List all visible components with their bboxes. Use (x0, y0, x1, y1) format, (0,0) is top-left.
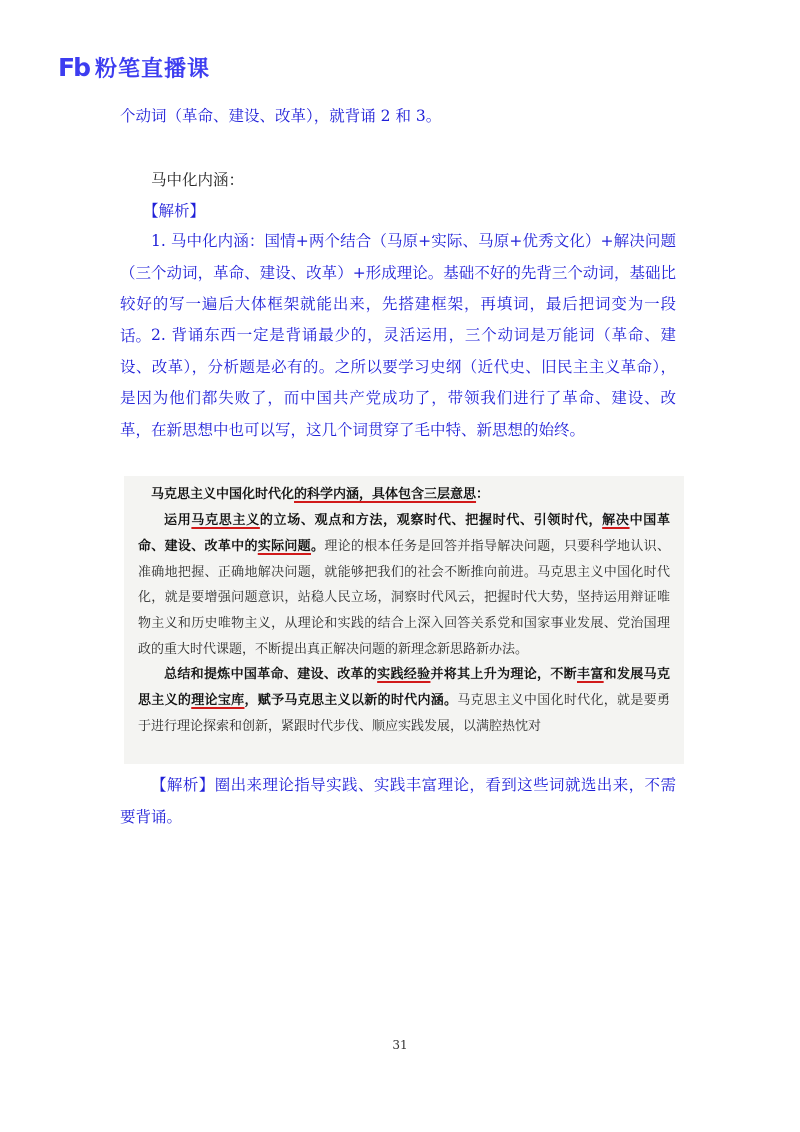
excerpt-title: 马克思主义中国化时代化的科学内涵，具体包含三层意思： (151, 487, 490, 502)
brand-name: 粉笔直播课 (94, 57, 210, 82)
excerpt-paragraph-1: 运用马克思主义的立场、观点和方法，观察时代、把握时代、引领时代，解决中国革命、建设、改革中的实际问题。理论的根本任务是回答并指导解决问题，只要科学地认识、准确地把握、正确地解决问题，就能够把我们的社会不断推向前进。马克思主义中国化时代化，就是要增强问题意识，站稳人民立场，洞察时代风云，把握时代大势，坚持运用辩证唯物主义和历史唯物主义，从理论和实践的结合上深入回答关系党和国家事业发展、党治国理政的重大时代课题，不断提出真正解决问题的新理念新思路新办法。 (138, 513, 670, 657)
fb-logo-icon: Fb (58, 53, 89, 82)
analysis-point-1: 1. 马中化内涵：国情+两个结合（马原+实际、马原+优秀文化）+解决问题（三个动词，革命、建设、改革）+形成理论。基础不好的先背三个动词，基础比较好的写一遍后大体框架就能出来，先搭建框架，再填词，最后把词变为一段话。 (120, 232, 676, 345)
analysis-text: 圈出来理论指导实践、实践丰富理论，看到这些词就选出来，不需要背诵。 (120, 776, 676, 826)
scanned-textbook-excerpt (124, 476, 684, 764)
analysis-point-2: 2. 背诵东西一定是背诵最少的，灵活运用，三个动词是万能词（革命、建设、改革），分析题是必有的。之所以要学习史纲（近代史、旧民主主义革命），是因为他们都失败了，而中国共产党成功了，带领我们进行了革命、建设、改革，在新思想中也可以写，这几个词贯穿了毛中特、新思想的始终。 (120, 326, 676, 439)
analysis-label-2: 【解析】 (151, 776, 215, 794)
analysis-after-excerpt (120, 770, 676, 833)
section-title: 马中化内涵： (151, 171, 245, 189)
page-number: 31 (392, 1038, 408, 1052)
analysis-label: 【解析】 (143, 202, 206, 220)
excerpt-paragraph-2: 总结和提炼中国革命、建设、改革的实践经验并将其上升为理论，不断丰富和发展马克思主义的理论宝库，赋予马克思主义以新的时代内涵。马克思主义中国化时代化，就是要勇于进行理论探索和创新，紧跟时代步伐、顺应实践发展，以满腔热忱对 (138, 667, 670, 734)
brand-logo (58, 52, 210, 83)
continued-line: 个动词（革命、建设、改革），就背诵 2 和 3。 (120, 107, 442, 125)
